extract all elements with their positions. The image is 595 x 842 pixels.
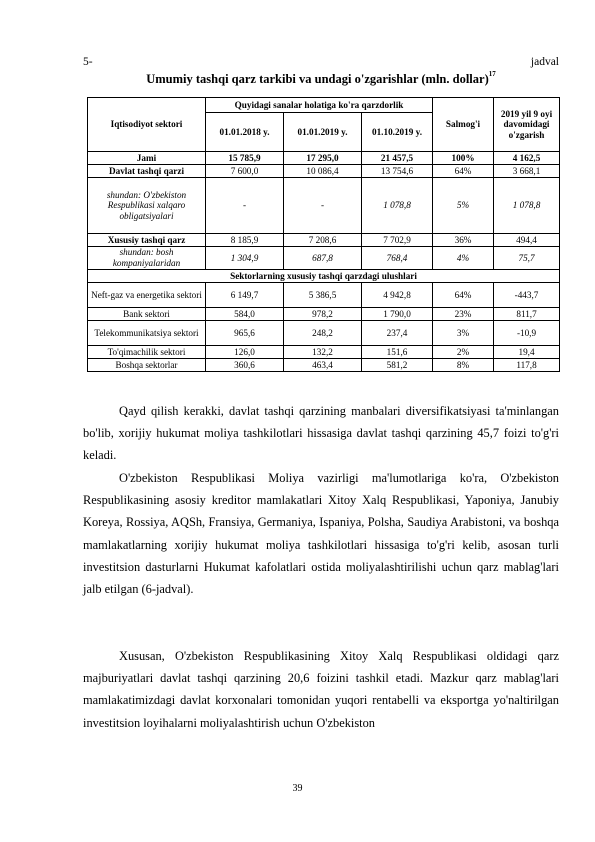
cell-value: 237,4: [362, 321, 433, 346]
table-row: [88, 346, 560, 359]
cell-value: 768,4: [362, 247, 433, 270]
row-label: Neft-gaz va energetika sektori: [88, 283, 206, 308]
cell-change: 811,7: [494, 308, 560, 321]
cell-share: 2%: [433, 346, 494, 359]
cell-share: 100%: [433, 152, 494, 165]
table-row: [88, 283, 560, 308]
cell-value: 21 457,5: [362, 152, 433, 165]
footnote-marker: 17: [488, 70, 496, 78]
cell-share: 5%: [433, 178, 494, 234]
table-caption-line: [83, 56, 559, 70]
cell-change: 494,4: [494, 234, 560, 247]
cell-share: 64%: [433, 165, 494, 178]
cell-change: 4 162,5: [494, 152, 560, 165]
cell-value: 1 790,0: [362, 308, 433, 321]
cell-value: 7 702,9: [362, 234, 433, 247]
cell-change: 117,8: [494, 359, 560, 372]
table-row: [88, 308, 560, 321]
cell-value: 13 754,6: [362, 165, 433, 178]
debt-table: [87, 97, 560, 372]
table-title-text: Umumiy tashqi qarz tarkibi va undagi o'zgarishlar (mln. dollar): [146, 72, 489, 86]
table-number: 5-: [83, 56, 93, 68]
cell-value: 5 386,5: [284, 283, 362, 308]
body-paragraph-3: [83, 645, 559, 734]
cell-value: 965,6: [206, 321, 284, 346]
table-section-row: [88, 270, 560, 283]
row-label: Telekommunikatsiya sektori: [88, 321, 206, 346]
cell-value: 248,2: [284, 321, 362, 346]
cell-value: 360,6: [206, 359, 284, 372]
cell-value: 7 600,0: [206, 165, 284, 178]
table-row-state-debt: [88, 165, 560, 178]
paragraph-text: Qayd qilish kerakki, davlat tashqi qarzining manbalari diversifikatsiyasi ta'minlangan bo'lib, xorijiy hukumat moliya tashkilotlari hissasiga davlat tashqi qarzining 45,7 foizi to'g'ri keladi.: [83, 404, 559, 463]
table-row-parent-companies: [88, 247, 560, 270]
table-label: jadval: [530, 56, 559, 68]
row-label: shundan: bosh kompaniyalaridan: [88, 247, 206, 270]
cell-change: -443,7: [494, 283, 560, 308]
cell-change: 19,4: [494, 346, 560, 359]
col-header-date-2: 01.01.2019 y.: [284, 113, 362, 152]
table-row-bonds: [88, 178, 560, 234]
body-paragraph-2: [83, 467, 559, 600]
row-label: Boshqa sektorlar: [88, 359, 206, 372]
cell-value: 1 304,9: [206, 247, 284, 270]
cell-value: 151,6: [362, 346, 433, 359]
cell-value: -: [284, 178, 362, 234]
cell-share: 3%: [433, 321, 494, 346]
cell-value: 7 208,6: [284, 234, 362, 247]
table-row-private-debt: [88, 234, 560, 247]
table-row: [88, 359, 560, 372]
col-header-change: 2019 yil 9 oyi davomidagi o'zgarish: [494, 98, 560, 152]
table-row-total: [88, 152, 560, 165]
table-row: [88, 321, 560, 346]
paragraph-text: O'zbekiston Respublikasi Moliya vazirligi ma'lumotlariga ko'ra, O'zbekiston Respublikasining asosiy kreditor mamlakatlari Xitoy Xalq Respublikasi, Yaponiya, Janubiy Koreya, Rossiya, AQSh, Fransiya, Germaniya, Ispaniya, Polsha, Saudiya Arabistoni, va boshqa mamlakatlarning xorijiy hukumat moliya tashkilotlari hissasiga to'g'ri kelib, asosan turli investitsion dasturlarni Hukumat kafolatlari ostida moliyalashtirilishi uchun qarz mablag'lari jalb etilgan (6-jadval).: [83, 471, 559, 597]
cell-change: 75,7: [494, 247, 560, 270]
cell-change: -10,9: [494, 321, 560, 346]
body-paragraph-1: [83, 400, 559, 467]
cell-value: 1 078,8: [362, 178, 433, 234]
col-header-group: Quyidagi sanalar holatiga ko'ra qarzdorlik: [206, 98, 433, 113]
cell-change: 1 078,8: [494, 178, 560, 234]
cell-value: -: [206, 178, 284, 234]
row-label: Davlat tashqi qarzi: [88, 165, 206, 178]
cell-value: 126,0: [206, 346, 284, 359]
cell-value: 4 942,8: [362, 283, 433, 308]
cell-share: 36%: [433, 234, 494, 247]
cell-share: 64%: [433, 283, 494, 308]
cell-value: 15 785,9: [206, 152, 284, 165]
cell-share: 8%: [433, 359, 494, 372]
cell-change: 3 668,1: [494, 165, 560, 178]
row-label: Jami: [88, 152, 206, 165]
cell-value: 10 086,4: [284, 165, 362, 178]
table-title: [83, 72, 559, 87]
page-number: 39: [292, 783, 303, 794]
cell-value: 584,0: [206, 308, 284, 321]
cell-value: 978,2: [284, 308, 362, 321]
row-label: To'qimachilik sektori: [88, 346, 206, 359]
row-label: shundan: O'zbekiston Respublikasi xalqaro obligatsiyalari: [88, 178, 206, 234]
cell-value: 6 149,7: [206, 283, 284, 308]
col-header-sector: Iqtisodiyot sektori: [88, 98, 206, 152]
cell-value: 17 295,0: [284, 152, 362, 165]
cell-value: 132,2: [284, 346, 362, 359]
cell-share: 4%: [433, 247, 494, 270]
cell-value: 463,4: [284, 359, 362, 372]
row-label: Xususiy tashqi qarz: [88, 234, 206, 247]
cell-value: 8 185,9: [206, 234, 284, 247]
paragraph-text: Xususan, O'zbekiston Respublikasining Xitoy Xalq Respublikasi oldidagi qarz majburiyatlari davlat tashqi qarzining 20,6 foizini tashkil etadi. Mazkur qarz mablag'lari mamlakatimizdagi davlat korxonalari tomonidan yuqori rentabelli va eksportga yo'naltirilgan investitsion loyihalarni moliyalashtirish uchun O'zbekiston: [83, 649, 559, 730]
col-header-date-3: 01.10.2019 y.: [362, 113, 433, 152]
section-title: Sektorlarning xususiy tashqi qarzdagi ulushlari: [88, 270, 560, 283]
cell-value: 687,8: [284, 247, 362, 270]
cell-value: 581,2: [362, 359, 433, 372]
cell-share: 23%: [433, 308, 494, 321]
row-label: Bank sektori: [88, 308, 206, 321]
col-header-date-1: 01.01.2018 y.: [206, 113, 284, 152]
col-header-share: Salmog'i: [433, 98, 494, 152]
